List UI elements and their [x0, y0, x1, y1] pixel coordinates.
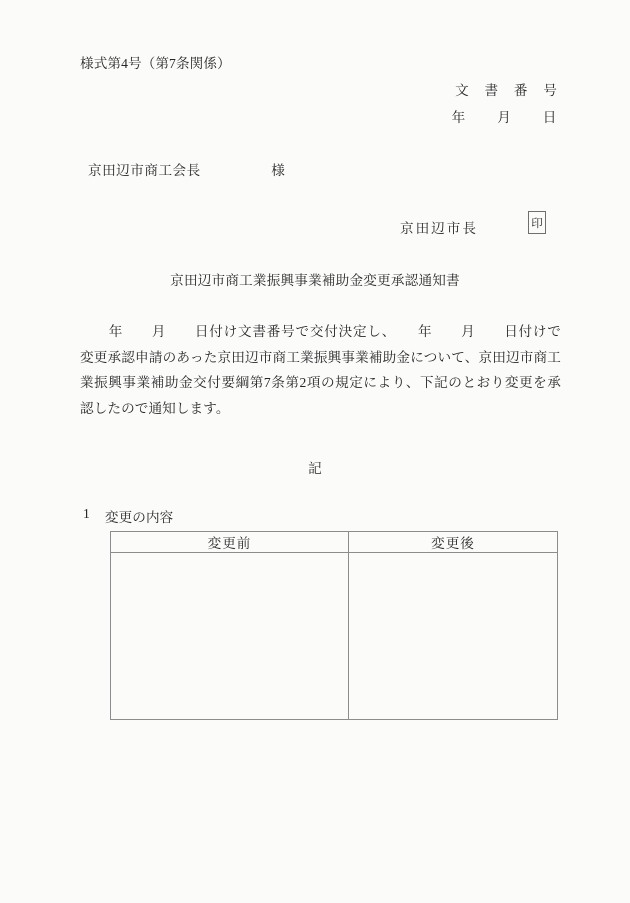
change-table	[110, 531, 558, 720]
section-title: 変更の内容	[104, 510, 174, 525]
body-line: 年 月 日付け文書番号で交付決定し、 年 月 日付けで	[80, 324, 561, 339]
note-marker: 記	[308, 461, 322, 476]
document-title: 京田辺市商工業振興事業補助金変更承認通知書	[170, 273, 460, 288]
seal-label: 印	[531, 217, 543, 230]
table-cell-after	[349, 553, 558, 720]
body-line: 業振興事業補助金交付要綱第7条第2項の規定により、下記のとおり変更を承	[80, 375, 561, 391]
section-number: 1	[83, 506, 90, 521]
document-number-label: 文 書 番 号	[455, 83, 558, 98]
seal-placeholder	[528, 211, 546, 234]
table-header-row	[111, 532, 558, 553]
table-header-before: 変更前	[111, 532, 349, 553]
addressee-line: 京田辺市商工会長 様	[88, 163, 286, 178]
sender-name: 京田辺市長	[400, 221, 478, 236]
table-cell-before	[111, 553, 349, 720]
table-row	[111, 553, 558, 720]
body-line: 認したので通知します。	[80, 401, 230, 417]
table-header-after: 変更後	[349, 532, 558, 553]
body-paragraph	[80, 319, 561, 422]
date-label: 年 月 日	[451, 110, 558, 125]
form-number: 様式第4号（第7条関係）	[80, 56, 231, 71]
body-line: 変更承認申請のあった京田辺市商工業振興事業補助金について、京田辺市商工	[80, 349, 561, 365]
section-heading	[83, 506, 173, 526]
